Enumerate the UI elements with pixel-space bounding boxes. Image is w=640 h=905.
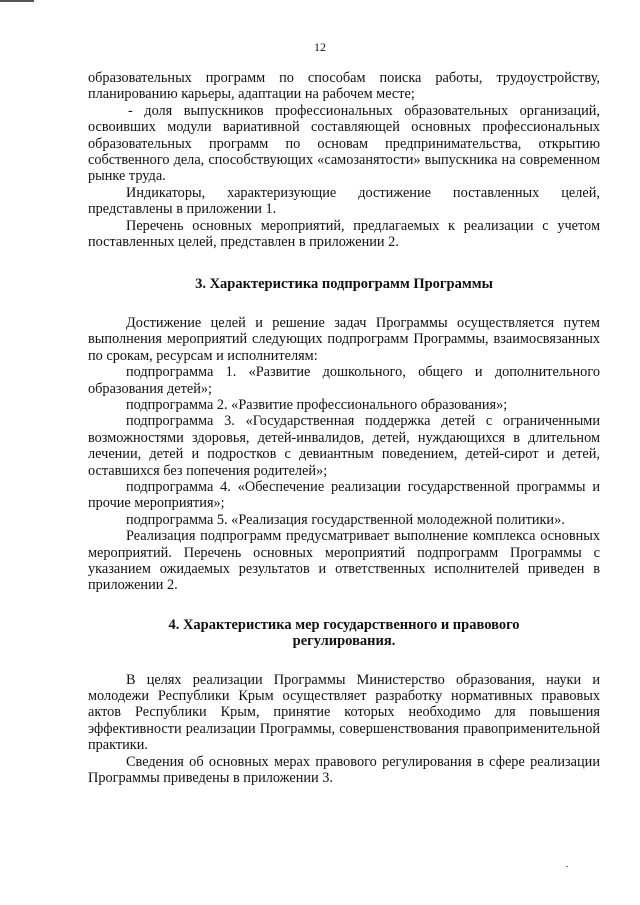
subprogram-3-item: подпрограмма 3. «Государственная поддержка детей с ограниченными возможностями здоровья, детей-инвалидов, детей, нуждающихся в длительном лечении, детей и подростков с девиантным поведением, детей-сирот и детей, оставшихся без попечения родителей»; <box>88 413 600 479</box>
section-3-heading: 3. Характеристика подпрограмм Программы <box>195 276 493 293</box>
scan-speck <box>566 866 568 867</box>
page-number: 12 <box>314 40 326 54</box>
indicators-paragraph: Индикаторы, характеризующие достижение поставленных целей, представлены в приложении 1. <box>88 184 600 218</box>
measures-list-paragraph: Перечень основных мероприятий, предлагаемых к реализации с учетом поставленных целей, представлен в приложении 2. <box>88 217 600 251</box>
section-4-heading-line-2: регулирования. <box>292 633 396 650</box>
subprogram-4-item: подпрограмма 4. «Обеспечение реализации государственной программы и прочие мероприятия»; <box>88 478 600 512</box>
section-4-heading-line-1: 4. Характеристика мер государственного и правового <box>168 616 520 633</box>
section-3-intro: Достижение целей и решение задач Программы осуществляется путем выполнения мероприятий следующих подпрограмм Программы, взаимосвязанных по срокам, ресурсам и исполнителям: <box>88 314 600 364</box>
document-body <box>88 70 600 786</box>
subprogram-5-item: подпрограмма 5. «Реализация государственной молодежной политики». <box>126 511 565 528</box>
continuation-paragraph: образовательных программ по способам поиска работы, трудоустройству, планированию карьеры, адаптации на рабочем месте; <box>88 70 600 103</box>
section-4-heading <box>88 617 600 650</box>
subprogram-1-item: подпрограмма 1. «Развитие дошкольного, общего и дополнительного образования детей»; <box>88 364 600 397</box>
top-edge-rule <box>0 0 34 2</box>
implementation-paragraph: Реализация подпрограмм предусматривает выполнение комплекса основных мероприятий. Перечень основных мероприятий подпрограмм Программы с указанием ожидаемых результатов и ответственных исполнителей приведен в приложении 2. <box>88 528 600 594</box>
section-4-paragraph-1: В целях реализации Программы Министерство образования, науки и молодежи Республики Крым осуществляет разработку нормативных правовых актов Республики Крым, принятие которых необходимо для повышения эффективности реализации Программы, совершенствования правоприменительной практики. <box>88 671 600 754</box>
subprogram-2-item: подпрограмма 2. «Развитие профессионального образования»; <box>126 396 508 413</box>
section-4-paragraph-2: Сведения об основных мерах правового регулирования в сфере реализации Программы приведены в приложении 3. <box>88 753 600 787</box>
graduates-share-item: - доля выпускников профессиональных образовательных организаций, освоивших модули вариативной составляющей основных профессиональных образовательных программ по основам предпринимательства, открытию собственного дела, способствующих «самозанятости» выпускника на современном рынке труда. <box>88 102 600 185</box>
